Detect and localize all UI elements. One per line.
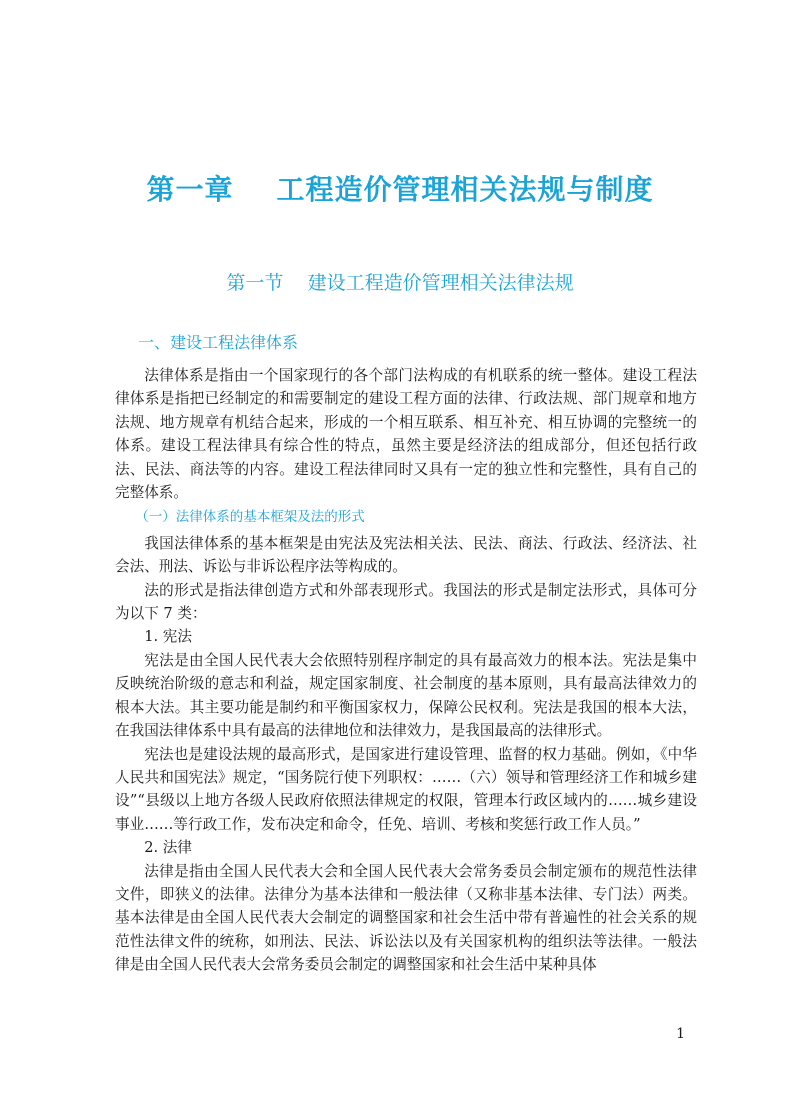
- paragraph: 我国法律体系的基本框架是由宪法及宪法相关法、民法、商法、行政法、经济法、社会法、刑法、诉讼与非诉讼程序法等构成的。: [115, 534, 697, 576]
- paragraph: 法律体系是指由一个国家现行的各个部门法构成的有机联系的统一整体。建设工程法律体系是指把已经制定的和需要制定的建设工程方面的法律、行政法规、部门规章和地方法规、地方规章有机结合起来，形成的一个相互联系、相互补充、相互协调的完整统一的体系。建设工程法律具有综合性的特点，虽然主要是经济法的组成部分，但还包括行政法、民法、商法等的内容。建设工程法律同时又具有一定的独立性和完整性，具有自己的完整体系。: [115, 367, 697, 502]
- paragraph: 宪法是由全国人民代表大会依照特别程序制定的具有最高效力的根本法。宪法是集中反映统治阶级的意志和利益，规定国家制度、社会制度的基本原则，具有最高法律效力的根本大法。其主要功能是制约和平衡国家权力，保障公民权利。宪法是我国的根本大法，在我国法律体系中具有最高的法律地位和法律效力，是我国最高的法律形式。: [115, 651, 697, 740]
- item-label-law: 2. 法律: [144, 839, 192, 857]
- section-title: 第一节 建设工程造价管理相关法律法规: [226, 272, 574, 294]
- paragraph: 法律是指由全国人民代表大会和全国人民代表大会常务委员会制定颁布的规范性法律文件，即狭义的法律。法律分为基本法律和一般法律（又称非基本法律、专门法）两类。基本法律是由全国人民代表大会制定的调整国家和社会生活中带有普遍性的社会关系的规范性法律文件的统称，如刑法、民法、诉讼法以及有关国家机构的组织法等法律。一般法律是由全国人民代表大会常务委员会制定的调整国家和社会生活中某种具体: [115, 862, 697, 974]
- body-text: [115, 364, 697, 977]
- sub-heading: （一）法律体系的基本框架及法的形式: [135, 509, 365, 526]
- paragraph: 宪法也是建设法规的最高形式，是国家进行建设管理、监督的权力基础。例如，《中华人民共和国宪法》规定，“国务院行使下列职权：……（六）领导和管理经济工作和城乡建设”“县级以上地方各级人民政府依照法律规定的权限，管理本行政区域内的……城乡建设事业……等行政工作，发布决定和命令，任免、培训、考核和奖惩行政工作人员。”: [115, 745, 697, 833]
- chapter-title: 第一章 工程造价管理相关法规与制度: [146, 173, 654, 206]
- page-number: 1: [676, 1026, 685, 1042]
- subsection-title: 一、建设工程法律体系: [138, 333, 299, 352]
- paragraph: 法的形式是指法律创造方式和外部表现形式。我国法的形式是制定法形式，具体可分为以下 7 类：: [115, 581, 697, 623]
- item-label-constitution: 1. 宪法: [144, 628, 192, 646]
